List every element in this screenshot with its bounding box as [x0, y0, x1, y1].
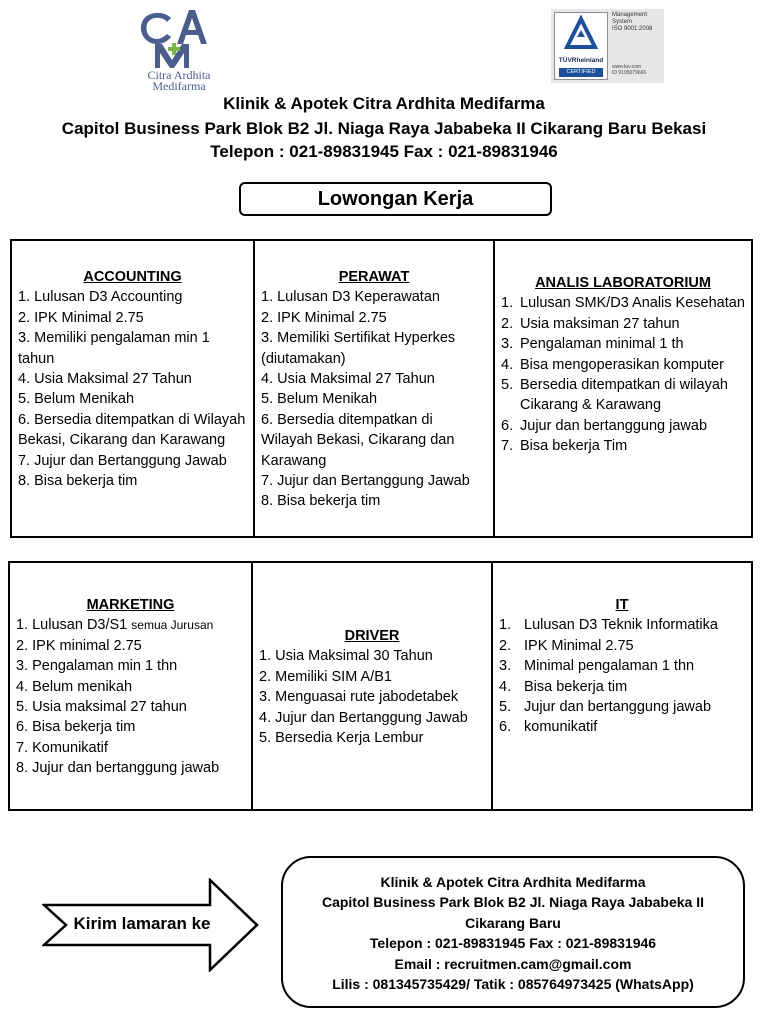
- job-title-it: IT: [615, 597, 629, 613]
- list-item: 4. Bisa mengoperasikan komputer: [501, 356, 724, 373]
- list-item: 6. Jujur dan bertanggung jawab: [501, 417, 708, 434]
- list-item: 2. IPK Minimal 2.75: [499, 637, 634, 654]
- send-application-label: Kirim lamaran ke: [73, 914, 211, 933]
- list-item: 1. Usia Maksimal 30 Tahun: [259, 648, 433, 665]
- list-item: 4. Belum menikah: [16, 678, 133, 695]
- job-driver: [251, 563, 491, 809]
- list-item: 2. Memiliki SIM A/B1: [259, 668, 392, 685]
- cert-line-iso: ISO 9001:2008: [612, 26, 653, 32]
- list-item: 8. Jujur dan bertanggung jawab: [16, 760, 220, 777]
- list-item: 5. Belum Menikah: [18, 391, 135, 408]
- list-item: 3. Memiliki pengalaman min 1 tahun: [18, 330, 210, 367]
- list-item: 1. Lulusan D3/S1 semua Jurusan: [16, 617, 214, 634]
- company-logo: [133, 8, 225, 92]
- list-item: 8. Bisa bekerja tim: [18, 473, 138, 490]
- cert-line-system: System: [612, 19, 633, 25]
- contact-phone: Telepon : 021-89831945 Fax : 021-89831946: [369, 935, 657, 952]
- iso-certification-badge: [551, 9, 664, 83]
- job-analis-laboratorium: [493, 241, 751, 536]
- list-item: 5. Belum Menikah: [261, 391, 378, 408]
- cam-monogram-icon: [133, 8, 225, 70]
- list-item: 3. Memiliki Sertifikat Hyperkes (diutamakan): [261, 330, 456, 367]
- cert-line-management: Management: [612, 12, 648, 18]
- contact-name: Klinik & Apotek Citra Ardhita Medifarma: [380, 874, 646, 890]
- list-item: 2. IPK minimal 2.75: [16, 637, 142, 654]
- job-title-accounting: ACCOUNTING: [83, 269, 182, 285]
- contact-email[interactable]: Email : recruitmen.cam@gmail.com: [394, 955, 632, 972]
- contact-persons: Lilis : 081345735429/ Tatik : 085764973425 (WhatsApp): [332, 976, 694, 993]
- company-address: Capitol Business Park Blok B2 Jl. Niaga Raya Jababeka II Cikarang Baru Bekasi: [61, 119, 707, 138]
- tuv-badge: [554, 12, 608, 80]
- list-item: 2. IPK Minimal 2.75: [261, 309, 387, 326]
- list-item: 7. Jujur dan Bertanggung Jawab: [261, 473, 470, 490]
- list-item: 1. Lulusan SMK/D3 Analis Kesehatan: [501, 295, 745, 312]
- job-title-marketing: MARKETING: [86, 597, 175, 613]
- list-item: 7. Komunikatif: [16, 739, 108, 756]
- job-accounting: [12, 241, 253, 536]
- cert-id: ID 9105079666: [612, 70, 647, 76]
- list-item: 6. Bersedia ditempatkan di Wilayah Bekasi, Cikarang dan Karawang: [261, 411, 455, 469]
- list-item: 7. Bisa bekerja Tim: [501, 438, 628, 455]
- list-item: 6. komunikatif: [499, 719, 598, 736]
- list-item: 3. Menguasai rute jabodetabek: [259, 689, 459, 706]
- company-phone: Telepon : 021-89831945 Fax : 021-89831946: [210, 142, 558, 161]
- company-name: Klinik & Apotek Citra Ardhita Medifarma: [223, 94, 545, 113]
- tuv-certified-label: CERTIFIED: [559, 68, 603, 77]
- list-item: 2. Usia maksiman 27 tahun: [501, 315, 680, 332]
- contact-box: [281, 856, 745, 1008]
- list-item: 5. Jujur dan bertanggung jawab: [499, 699, 712, 716]
- list-item: 7. Jujur dan Bertanggung Jawab: [18, 452, 227, 469]
- list-item: 4. Jujur dan Bertanggung Jawab: [259, 709, 468, 726]
- logo-name-line2: Medifarma: [152, 79, 206, 93]
- job-title-perawat: PERAWAT: [338, 269, 410, 285]
- job-it: [491, 563, 751, 809]
- list-item: 1. Lulusan D3 Keperawatan: [261, 289, 440, 306]
- list-item: 4. Bisa bekerja tim: [499, 678, 628, 695]
- list-item: 1. Lulusan D3 Accounting: [18, 289, 183, 306]
- job-table-top: [10, 239, 753, 538]
- contact-address-line2: Cikarang Baru: [465, 914, 561, 931]
- tuv-name: TÜVRheinland: [558, 57, 604, 64]
- list-item: 6. Bisa bekerja tim: [16, 719, 136, 736]
- list-item: 5. Bersedia ditempatkan di wilayah Cikarang & Karawang: [501, 377, 728, 414]
- list-item: 3. Pengalaman min 1 thn: [16, 658, 178, 675]
- list-item: 6. Bersedia ditempatkan di Wilayah Bekasi, Cikarang dan Karawang: [18, 411, 246, 449]
- job-title-analis: ANALIS LABORATORIUM: [535, 275, 711, 291]
- tuv-triangle-icon: [555, 13, 607, 57]
- list-item: 1. Lulusan D3 Teknik Informatika: [499, 617, 718, 634]
- job-marketing: [10, 563, 251, 809]
- job-perawat: [253, 241, 493, 536]
- list-item: 4. Usia Maksimal 27 Tahun: [18, 371, 192, 388]
- cert-web: www.tuv.com: [612, 64, 642, 70]
- list-item: 3. Pengalaman minimal 1 th: [501, 336, 684, 353]
- logo-name-line1: Citra Ardhita: [147, 68, 211, 82]
- page-title: Lowongan Kerja: [239, 182, 552, 216]
- list-item: 4. Usia Maksimal 27 Tahun: [261, 371, 435, 388]
- job-table-bottom: [8, 561, 753, 811]
- list-item: 8. Bisa bekerja tim: [261, 493, 381, 510]
- list-item: 3. Minimal pengalaman 1 thn: [499, 658, 695, 675]
- list-item: 2. IPK Minimal 2.75: [18, 309, 144, 326]
- list-item: 5. Bersedia Kerja Lembur: [259, 730, 424, 747]
- list-item: 5. Usia maksimal 27 tahun: [16, 699, 187, 716]
- contact-address-line1: Capitol Business Park Blok B2 Jl. Niaga Raya Jababeka II: [321, 894, 705, 911]
- job-title-driver: DRIVER: [344, 628, 400, 644]
